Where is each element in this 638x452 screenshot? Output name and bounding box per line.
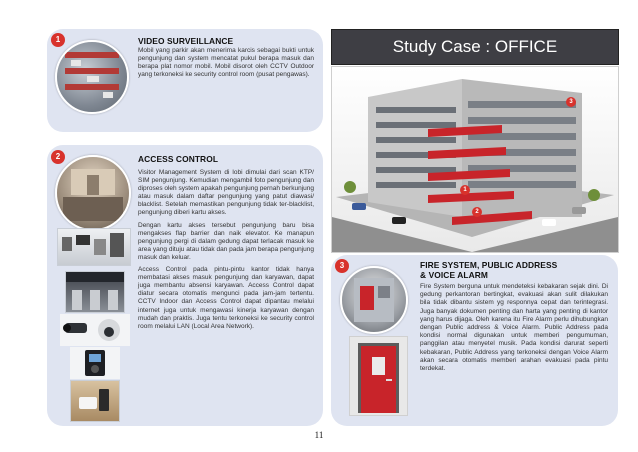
section-title: VIDEO SURVEILLANCE	[138, 36, 234, 46]
visitor-management-devices-photo	[57, 228, 131, 266]
lobby-icon	[57, 157, 129, 229]
office-building-illustration	[331, 66, 619, 253]
cctv-cameras-photo	[60, 314, 130, 346]
card-reader-icon	[71, 381, 119, 421]
kiosk-devices-icon	[58, 229, 130, 265]
building-marker-2: 2	[472, 207, 482, 217]
fire-door-photo	[349, 336, 408, 416]
fire-equipment-photo	[340, 266, 408, 334]
flap-barrier-photo	[65, 271, 125, 313]
office-building-icon	[332, 67, 618, 252]
fire-door-icon	[350, 337, 407, 415]
section-title: & VOICE ALARM	[420, 270, 488, 280]
lobby-photo	[55, 155, 131, 231]
section-body	[420, 283, 608, 377]
section-number-badge: 1	[51, 33, 65, 47]
section-number-badge: 2	[51, 150, 65, 164]
parking-garage-icon	[57, 42, 127, 112]
section-title: ACCESS CONTROL	[138, 154, 219, 164]
flap-barrier-icon	[66, 272, 124, 312]
paragraph: Mobil yang parkir akan menerima karcis sebagai bukti untuk pengunjung dan system mencatat pukul berapa masuk dan berapa plat nomor mobil. Mobil disorot oleh CCTV Outdoor yang terkoneksi ke security control room (pusat pengawas).	[138, 47, 314, 79]
paragraph: Dengan kartu akses tersebut pengunjung baru bisa mengakses flap barrier dan naik elevator. Ke manapun pengunjung pergi di dalam gedung dapat terlacak masuk ke area yang dituju atau tidak dan pada jam berapa pengunjung masuk dan keluar.	[138, 221, 314, 261]
access-terminal-photo	[70, 347, 120, 379]
cctv-camera-icon	[61, 315, 129, 345]
fingerprint-terminal-icon	[71, 348, 119, 378]
parking-photo	[55, 40, 129, 114]
paragraph: Access Control pada pintu-pintu kantor tidak hanya membatasi akses masuk pengunjung dan karyawan, dapat juga membantu absensi karyawan. Access Control dapat diatur secara otomatis mengunci pada jam-jam tertentu. CCTV Indoor dan Access Control dapat dipantau melalui internet juga untuk mengawasi kinerja karyawan dengan mudah dan praktis. Juga tentu terkoneksi ke security control room melalui LAN (Local Area Network).	[138, 266, 314, 330]
study-case-title: Study Case : OFFICE	[331, 29, 619, 65]
building-marker-1: 1	[460, 185, 470, 195]
card-reader-door-photo	[70, 380, 120, 422]
fire-hydrant-box-icon	[342, 268, 406, 332]
section-title: FIRE SYSTEM, PUBLIC ADDRESS	[420, 260, 558, 270]
section-body	[138, 47, 314, 83]
page-number: 11	[314, 430, 324, 440]
building-marker-3: 3	[566, 97, 576, 107]
paragraph: Visitor Management System di lobi dimulai dari scan KTP/ SIM pengunjung. Kemudian mengambil foto pengunjung dan diproses oleh system apakah pengunjung pernah berkunjung atau masuk dalam daftar pengunjung yang patut diawasi/ blacklist. Setelah memastikan pengunjung tidak ter-blacklist, pengunjung diberi kartu akses.	[138, 169, 314, 217]
paragraph: Fire System berguna untuk mendeteksi kebakaran sejak dini. Di gedung perkantoran bertingkat, evakuasi akan sulit dilakukan bila tidak dibantu sistem yg responnya cepat dan terintegrasi. Juga banyak dokumen penting dan harta yang penting di kantor yang harus dijaga. Oleh karena itu Fire Alarm perlu dihubungkan dengan Public address & Voice Alarm. Public Address pada kondisi normal digunakan untuk memberi pengumuman, panggilan atau menyetel musik. Pada kondisi darurat seperti kebakaran, Public Address yang terkoneksi dengan Voice Alarm akan secara otomatis memberi arahan evakuasi pada pintu terdekat.	[420, 283, 608, 373]
section-body	[138, 169, 314, 335]
section-number-badge: 3	[335, 259, 349, 273]
